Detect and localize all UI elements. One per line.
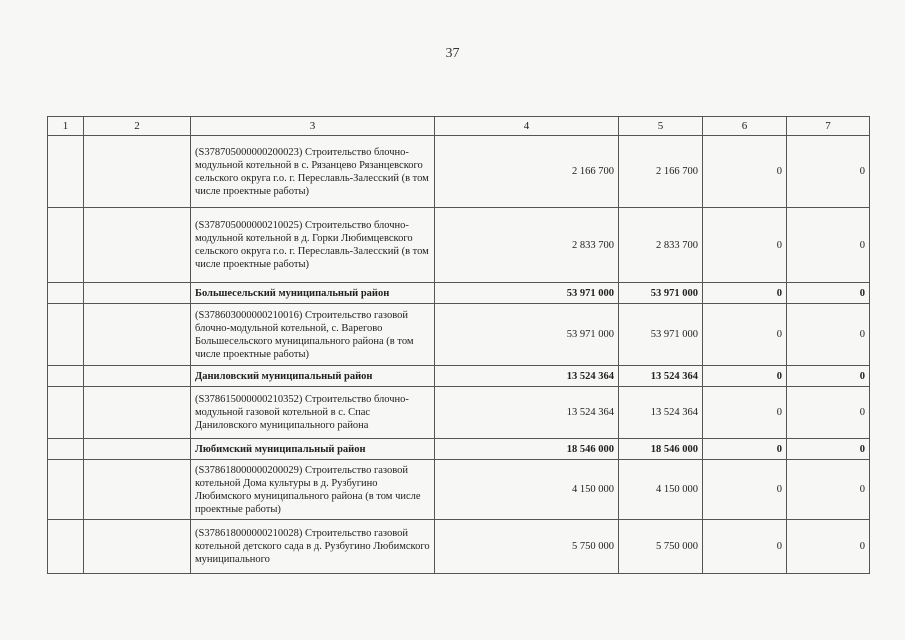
cell-col-6: 0 [703, 460, 787, 520]
header-col-6: 6 [703, 117, 787, 136]
cell-col-6: 0 [703, 520, 787, 574]
cell-col-7: 0 [787, 520, 870, 574]
table-row [48, 387, 870, 439]
cell-col-6: 0 [703, 208, 787, 283]
cell-col-1 [48, 387, 84, 439]
cell-col-4: 53 971 000 [435, 283, 619, 304]
cell-col-1 [48, 304, 84, 366]
cell-col-6: 0 [703, 387, 787, 439]
table-row [48, 460, 870, 520]
header-col-3: 3 [191, 117, 435, 136]
cell-col-5: 4 150 000 [619, 460, 703, 520]
cell-col-1 [48, 439, 84, 460]
cell-col-1 [48, 520, 84, 574]
cell-col-2 [84, 387, 191, 439]
table-row-group-total [48, 439, 870, 460]
cell-col-2 [84, 460, 191, 520]
cell-col-2 [84, 520, 191, 574]
cell-col-4: 4 150 000 [435, 460, 619, 520]
cell-description: (S378615000000210352) Строительство блочно-модульной газовой котельной в с. Спас Даниловского муниципального района [191, 387, 435, 439]
cell-col-1 [48, 366, 84, 387]
cell-col-2 [84, 304, 191, 366]
cell-col-2 [84, 283, 191, 304]
table-row [48, 136, 870, 208]
cell-description: Даниловский муниципальный район [191, 366, 435, 387]
cell-col-7: 0 [787, 460, 870, 520]
cell-description: Большесельский муниципальный район [191, 283, 435, 304]
cell-col-4: 2 166 700 [435, 136, 619, 208]
cell-col-7: 0 [787, 208, 870, 283]
header-row [48, 117, 870, 136]
table-row-group-total [48, 283, 870, 304]
cell-col-7: 0 [787, 387, 870, 439]
cell-description: (S378705000000210025) Строительство блочно-модульной котельной в д. Горки Любимцевского сельского округа г.о. г. Переславль-Залесский (в том числе проектные работы) [191, 208, 435, 283]
cell-col-1 [48, 283, 84, 304]
table-body [48, 136, 870, 574]
cell-col-5: 2 833 700 [619, 208, 703, 283]
cell-col-2 [84, 366, 191, 387]
header-col-1: 1 [48, 117, 84, 136]
cell-col-4: 13 524 364 [435, 366, 619, 387]
page-number: 37 [445, 46, 460, 61]
cell-col-4: 5 750 000 [435, 520, 619, 574]
table-row [48, 208, 870, 283]
cell-col-7: 0 [787, 136, 870, 208]
header-col-2: 2 [84, 117, 191, 136]
cell-col-7: 0 [787, 283, 870, 304]
cell-description: (S378618000000210028) Строительство газовой котельной детского сада в д. Рузбугино Любимского муниципального [191, 520, 435, 574]
cell-col-6: 0 [703, 439, 787, 460]
cell-col-7: 0 [787, 366, 870, 387]
cell-description: Любимский муниципальный район [191, 439, 435, 460]
cell-col-4: 18 546 000 [435, 439, 619, 460]
cell-col-7: 0 [787, 439, 870, 460]
cell-col-4: 53 971 000 [435, 304, 619, 366]
cell-col-1 [48, 136, 84, 208]
cell-col-5: 18 546 000 [619, 439, 703, 460]
cell-col-5: 13 524 364 [619, 366, 703, 387]
cell-col-2 [84, 136, 191, 208]
header-col-4: 4 [435, 117, 619, 136]
cell-col-2 [84, 439, 191, 460]
table-row [48, 520, 870, 574]
cell-col-4: 13 524 364 [435, 387, 619, 439]
cell-description: (S378705000000200023) Строительство блочно-модульной котельной в с. Рязанцево Рязанцевского сельского округа г.о. г. Переславль-Залесский (в том числе проектные работы) [191, 136, 435, 208]
cell-col-7: 0 [787, 304, 870, 366]
cell-col-2 [84, 208, 191, 283]
cell-col-1 [48, 208, 84, 283]
cell-col-5: 5 750 000 [619, 520, 703, 574]
cell-col-6: 0 [703, 304, 787, 366]
cell-col-6: 0 [703, 136, 787, 208]
cell-description: (S378603000000210016) Строительство газовой блочно-модульной котельной, с. Варегово Большесельского муниципального района (в том числе проектные работы) [191, 304, 435, 366]
cell-description: (S378618000000200029) Строительство газовой котельной Дома культуры в д. Рузбугино Любимского муниципального района (в том числе проектные работы) [191, 460, 435, 520]
header-col-5: 5 [619, 117, 703, 136]
cell-col-5: 53 971 000 [619, 304, 703, 366]
cell-col-4: 2 833 700 [435, 208, 619, 283]
cell-col-6: 0 [703, 283, 787, 304]
cell-col-5: 2 166 700 [619, 136, 703, 208]
cell-col-6: 0 [703, 366, 787, 387]
table-row-group-total [48, 366, 870, 387]
cell-col-5: 53 971 000 [619, 283, 703, 304]
cell-col-5: 13 524 364 [619, 387, 703, 439]
header-col-7: 7 [787, 117, 870, 136]
table-row [48, 304, 870, 366]
cell-col-1 [48, 460, 84, 520]
budget-table [47, 116, 870, 574]
